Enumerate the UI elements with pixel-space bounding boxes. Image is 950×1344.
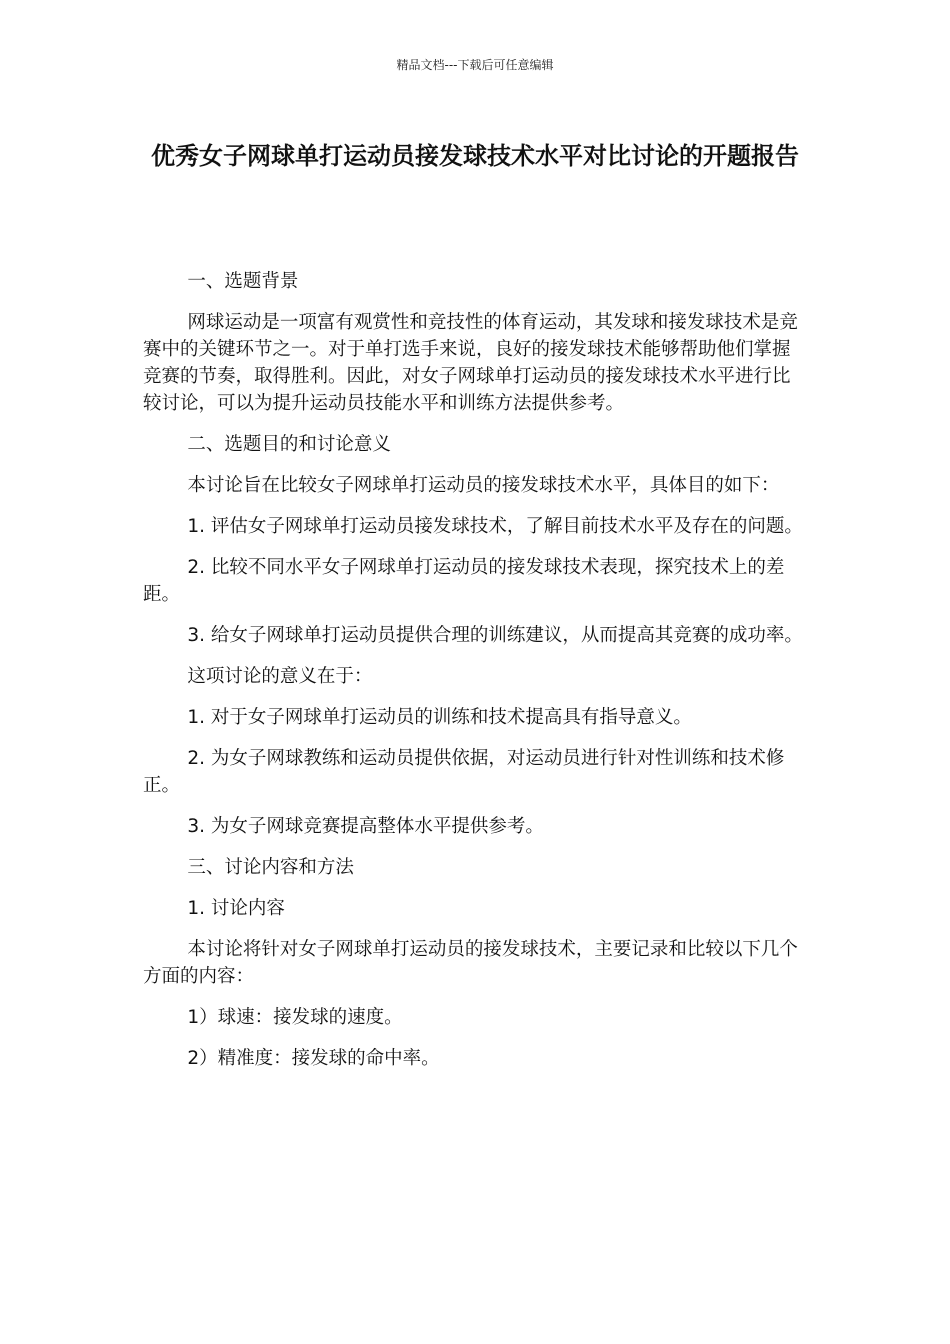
purpose-item-3: 3. 给女子网球单打运动员提供合理的训练建议，从而提高其竞赛的成功率。 [187,625,803,646]
paragraph-background: 网球运动是一项富有观赏性和竞技性的体育运动，其发球和接发球技术是竞赛中的关键环节之一。对于单打选手来说，良好的接发球技术能够帮助他们掌握竞赛的节奏，取得胜利。因此，对女子网球单打运动员的接发球技术水平进行比较讨论，可以为提升运动员技能水平和训练方法提供参考。 [143,312,798,414]
significance-item-2: 2. 为女子网球教练和运动员提供依据，对运动员进行针对性训练和技术修正。 [143,748,785,796]
paragraph-content-intro: 本讨论将针对女子网球单打运动员的接发球技术，主要记录和比较以下几个方面的内容： [143,939,798,987]
paragraph-purpose-intro: 本讨论旨在比较女子网球单打运动员的接发球技术水平，具体目的如下： [187,475,780,496]
purpose-item-2: 2. 比较不同水平女子网球单打运动员的接发球技术表现，探究技术上的差距。 [143,557,785,605]
content-item-speed: 1）球速：接发球的速度。 [187,1007,403,1028]
content-item-accuracy: 2）精准度：接发球的命中率。 [187,1048,440,1069]
significance-item-1: 1. 对于女子网球单打运动员的训练和技术提高具有指导意义。 [187,707,692,728]
subheading-content: 1. 讨论内容 [187,898,285,919]
section-heading-content-method: 三、讨论内容和方法 [187,857,354,878]
document-title: 优秀女子网球单打运动员接发球技术水平对比讨论的开题报告 [151,142,799,170]
page-header-note: 精品文档---下载后可任意编辑 [396,58,554,72]
section-heading-background: 一、选题背景 [187,271,299,292]
significance-item-3: 3. 为女子网球竞赛提高整体水平提供参考。 [187,816,544,837]
paragraph-significance-intro: 这项讨论的意义在于： [187,666,373,687]
document-body [143,268,808,1086]
purpose-item-1: 1. 评估女子网球单打运动员接发球技术，了解目前技术水平及存在的问题。 [187,516,803,537]
section-heading-purpose: 二、选题目的和讨论意义 [187,434,391,455]
